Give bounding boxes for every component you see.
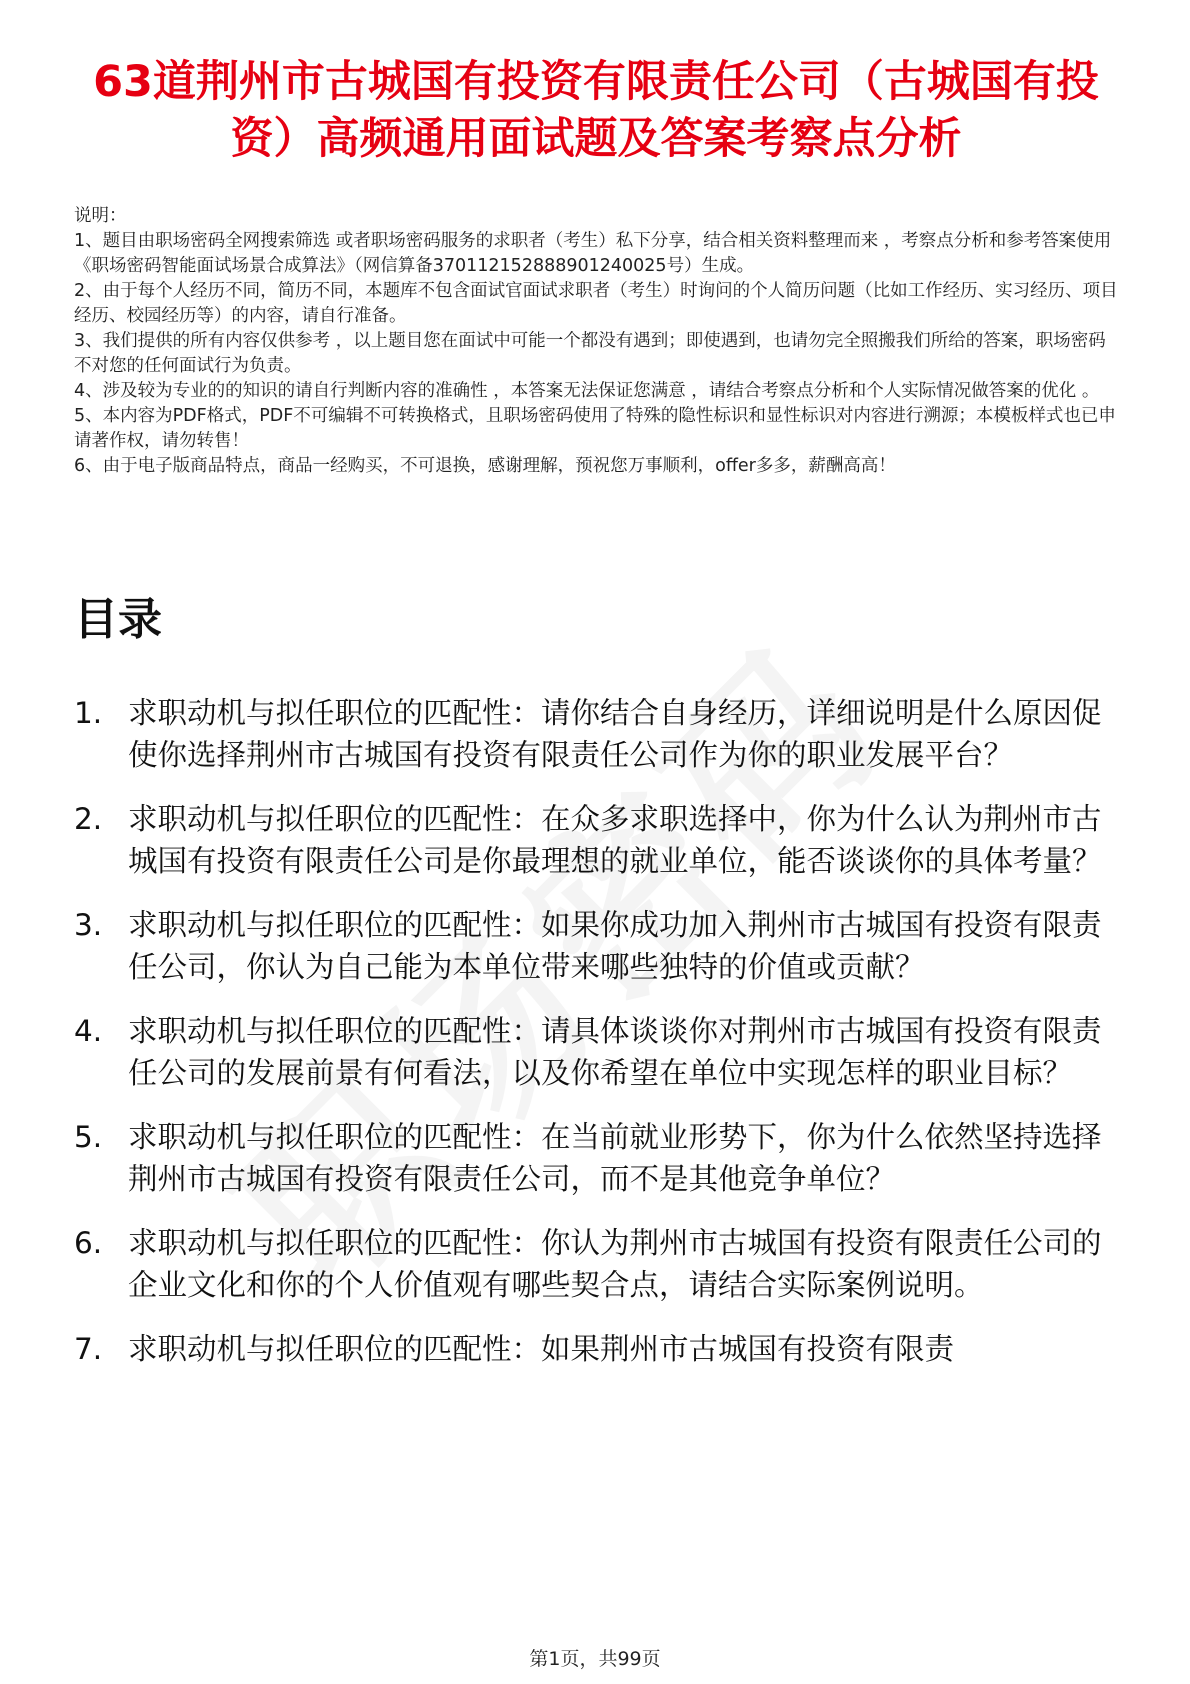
toc-item-number: 7. <box>74 1332 103 1366</box>
toc-item-number: 2. <box>74 802 103 836</box>
toc-item-number: 3. <box>74 908 103 942</box>
toc-item-text: 求职动机与拟任职位的匹配性：在众多求职选择中，你为什么认为荆州市古城国有投资有限责任公司是你最理想的就业单位，能否谈谈你的具体考量？ <box>128 802 1102 878</box>
toc-item-text: 求职动机与拟任职位的匹配性：请具体谈谈你对荆州市古城国有投资有限责任公司的发展前景有何看法，以及你希望在单位中实现怎样的职业目标？ <box>128 1014 1102 1090</box>
note-item: 6、由于电子版商品特点，商品一经购买，不可退换，感谢理解，预祝您万事顺利，offer多多，薪酬高高！ <box>74 456 896 476</box>
toc-item-number: 1. <box>74 696 103 730</box>
toc-item[interactable] <box>74 904 1120 988</box>
note-item: 3、我们提供的所有内容仅供参考 ，以上题目您在面试中可能一个都没有遇到；即使遇到，也请勿完全照搬我们所给的答案，职场密码不对您的任何面试行为负责。 <box>74 331 1106 376</box>
toc-item-number: 5. <box>74 1120 103 1154</box>
toc-item[interactable] <box>74 1222 1120 1306</box>
toc-item-text: 求职动机与拟任职位的匹配性：如果荆州市古城国有投资有限责 <box>128 1332 955 1366</box>
toc-item[interactable] <box>74 798 1120 882</box>
toc-item[interactable] <box>74 692 1120 776</box>
toc-list <box>74 692 1120 1392</box>
toc-item-text: 求职动机与拟任职位的匹配性：你认为荆州市古城国有投资有限责任公司的企业文化和你的个人价值观有哪些契合点，请结合实际案例说明。 <box>128 1226 1102 1302</box>
toc-item-number: 4. <box>74 1014 103 1048</box>
note-item: 4、涉及较为专业的的知识的请自行判断内容的准确性 ，本答案无法保证您满意 ，请结合考察点分析和个人实际情况做答案的优化 。 <box>74 381 1100 401</box>
toc-item-text: 求职动机与拟任职位的匹配性：如果你成功加入荆州市古城国有投资有限责任公司，你认为自己能为本单位带来哪些独特的价值或贡献？ <box>128 908 1102 984</box>
note-item: 1、题目由职场密码全网搜索筛选 或者职场密码服务的求职者（考生）私下分享，结合相关资料整理而来 ，考察点分析和参考答案使用《职场密码智能面试场景合成算法》（网信算备370112152888901240025号）生成。 <box>74 231 1112 276</box>
toc-item-number: 6. <box>74 1226 103 1260</box>
toc-item-text: 求职动机与拟任职位的匹配性：在当前就业形势下，你为什么依然坚持选择荆州市古城国有投资有限责任公司，而不是其他竞争单位？ <box>128 1120 1102 1196</box>
toc-item[interactable] <box>74 1116 1120 1200</box>
toc-item[interactable] <box>74 1010 1120 1094</box>
toc-heading: 目录 <box>74 594 162 645</box>
toc-item[interactable] <box>74 1328 1120 1370</box>
note-item: 2、由于每个人经历不同，简历不同，本题库不包含面试官面试求职者（考生）时询问的个人简历问题（比如工作经历、实习经历、项目经历、校园经历等）的内容，请自行准备。 <box>74 281 1118 326</box>
document-title: 63道荆州市古城国有投资有限责任公司（古城国有投资）高频通用面试题及答案考察点分析 <box>93 57 1099 164</box>
note-item: 5、本内容为PDF格式，PDF不可编辑不可转换格式，且职场密码使用了特殊的隐性标识和显性标识对内容进行溯源；本模板样式也已申请著作权，请勿转售！ <box>74 406 1116 451</box>
notes-heading: 说明： <box>74 206 127 226</box>
notes-section <box>74 204 1120 479</box>
toc-item-text: 求职动机与拟任职位的匹配性：请你结合自身经历，详细说明是什么原因促使你选择荆州市古城国有投资有限责任公司作为你的职业发展平台？ <box>128 696 1102 772</box>
page-footer: 第1页，共99页 <box>529 1648 661 1670</box>
